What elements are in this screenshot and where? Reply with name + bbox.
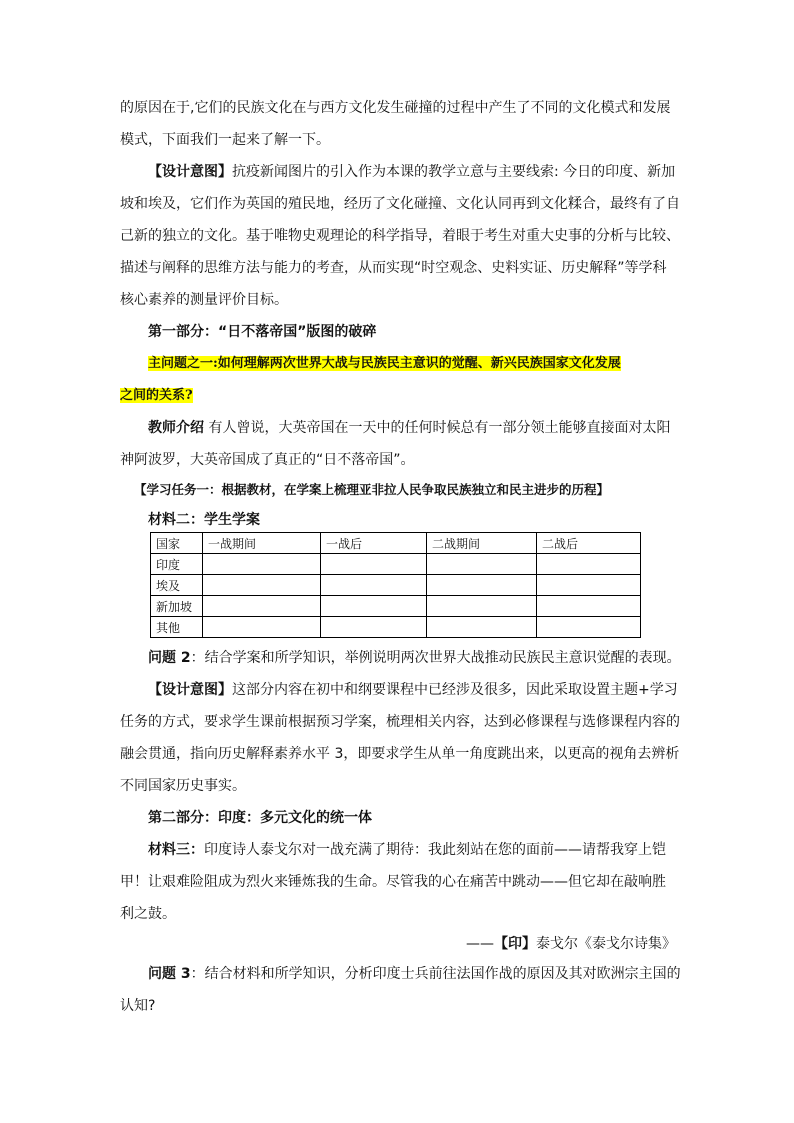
design-intent-label: 【设计意图】 (148, 682, 232, 698)
table-row (151, 575, 641, 596)
design-intent-label: 【设计意图】 (148, 164, 232, 180)
table-header: 一战期间 (203, 533, 321, 554)
intro-line-1: 的原因在于,它们的民族文化在与西方文化发生碰撞的过程中产生了不同的文化模式和发展 (120, 100, 671, 116)
question-3-label: 问题 3 (148, 966, 191, 982)
table-cell (427, 575, 537, 596)
table-cell (203, 617, 321, 638)
material-3-line-3: 利之鼓。 (120, 906, 176, 922)
table-row (151, 617, 641, 638)
table-cell (537, 575, 641, 596)
table-cell (203, 596, 321, 617)
design-intent-1-line-4: 描述与阐释的思维方法与能力的考查，从而实现“时空观念、史料实证、历史解释”等学科 (120, 260, 667, 276)
design-intent-1-line-5: 核心素养的测量评价目标。 (120, 292, 288, 308)
table-header: 二战后 (537, 533, 641, 554)
table-cell (537, 554, 641, 575)
table-row (151, 554, 641, 575)
table-row-label: 其他 (151, 617, 203, 638)
table-cell (321, 575, 427, 596)
part-2-heading: 第二部分：印度：多元文化的统一体 (148, 810, 372, 826)
table-header: 国家 (151, 533, 203, 554)
table-cell (203, 575, 321, 596)
table-cell (321, 596, 427, 617)
main-question-line-2: 之间的关系? (120, 388, 193, 403)
question-2: 问题 2：结合学案和所学知识，举例说明两次世界大战推动民族民主意识觉醒的表现。 (148, 650, 681, 666)
study-table (150, 532, 641, 638)
table-row (151, 596, 641, 617)
main-question-line-1: 主问题之一:如何理解两次世界大战与民族民主意识的觉醒、新兴民族国家文化发展 (148, 356, 621, 371)
table-cell (537, 596, 641, 617)
table-cell (321, 617, 427, 638)
material-3-label: 材料三： (148, 842, 204, 858)
part-1-heading: 第一部分：“日不落帝国”版图的破碎 (148, 324, 377, 340)
material-2-title: 材料二：学生学案 (148, 512, 260, 528)
table-row-label: 埃及 (151, 575, 203, 596)
design-intent-2-line-1: 【设计意图】这部分内容在初中和纲要课程中已经涉及很多，因此采取设置主题+学习 (148, 682, 678, 698)
table-row-label: 印度 (151, 554, 203, 575)
table-cell (537, 617, 641, 638)
table-cell (427, 554, 537, 575)
learning-task-1: 【学习任务一：根据教材，在学案上梳理亚非拉人民争取民族独立和民主进步的历程】 (134, 482, 610, 497)
table-row-label: 新加坡 (151, 596, 203, 617)
question-2-label: 问题 2 (148, 650, 191, 666)
design-intent-2-line-2: 任务的方式，要求学生课前根据预习学案，梳理相关内容，达到必修课程与选修课程内容的 (120, 714, 680, 730)
design-intent-1-line-1: 【设计意图】抗疫新闻图片的引入作为本课的教学立意与主要线索: 今日的印度、新加 (148, 164, 676, 180)
table-cell (203, 554, 321, 575)
table-cell (427, 596, 537, 617)
intro-line-2: 模式，下面我们一起来了解一下。 (120, 132, 330, 148)
design-intent-2-line-4: 不同国家历史事实。 (120, 778, 246, 794)
table-cell (321, 554, 427, 575)
design-intent-1-line-3: 己新的独立的文化。基于唯物史观理论的科学指导，着眼于考生对重大史事的分析与比较、 (120, 228, 680, 244)
table-header: 一战后 (321, 533, 427, 554)
design-intent-2-line-3: 融会贯通，指向历史解释素养水平 3，即要求学生从单一角度跳出来，以更高的视角去辨析 (120, 746, 680, 762)
table-header: 二战期间 (427, 533, 537, 554)
table-cell (427, 617, 537, 638)
teacher-intro-label: 教师介绍 (148, 420, 204, 436)
question-3-line-1: 问题 3：结合材料和所学知识，分析印度士兵前往法国作战的原因及其对欧洲宗主国的 (148, 966, 681, 982)
material-3-source: ——【印】泰戈尔《泰戈尔诗集》 (466, 936, 676, 952)
teacher-intro-line-1: 教师介绍 有人曾说，大英帝国在一天中的任何时候总有一部分领土能够直接面对太阳 (148, 420, 671, 436)
teacher-intro-line-2: 神阿波罗，大英帝国成了真正的“日不落帝国”。 (120, 452, 415, 468)
design-intent-1-line-2: 坡和埃及，它们作为英国的殖民地，经历了文化碰撞、文化认同再到文化糅合，最终有了自 (120, 196, 680, 212)
material-3-line-1: 材料三：印度诗人泰戈尔对一战充满了期待：我此刻站在您的面前——请帮我穿上铠 (148, 842, 666, 858)
question-3-line-2: 认知? (120, 998, 156, 1014)
material-3-line-2: 甲！让艰难险阻成为烈火来锤炼我的生命。尽管我的心在痛苦中跳动——但它却在敲响胜 (120, 874, 666, 890)
table-header-row (151, 533, 641, 554)
